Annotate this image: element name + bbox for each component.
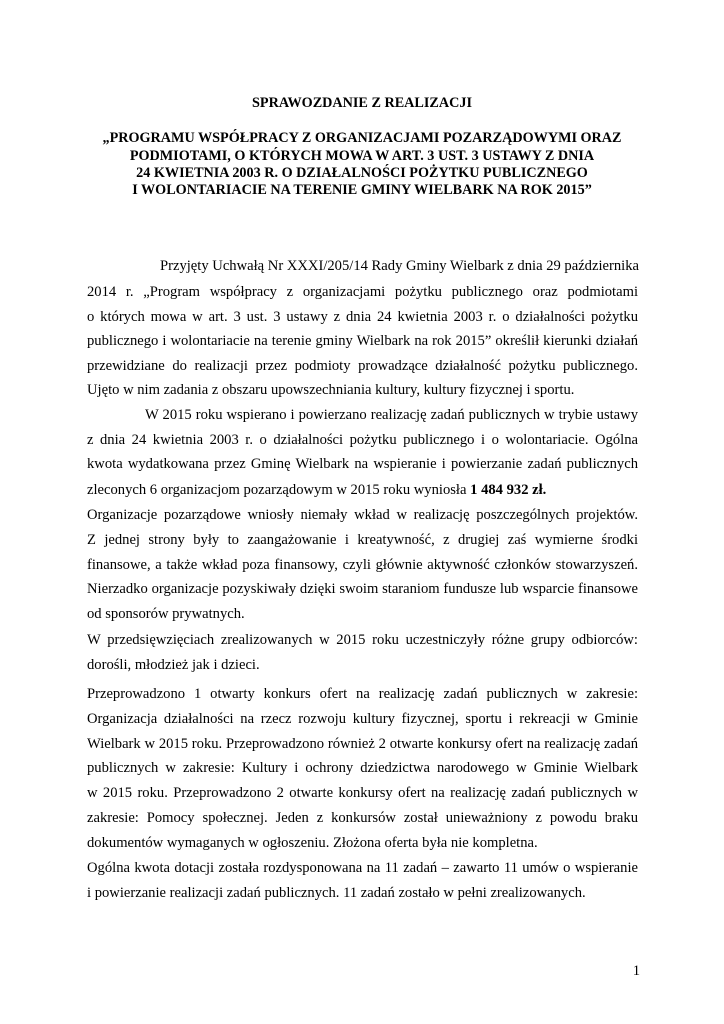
paragraph-line: przewidziane do realizacji przez podmioty prowadzące działalność pożytku publicznego. [87,358,638,374]
paragraph-line: finansowe, a także wkład poza finansowy, czyli głównie aktywność członków stowarzyszeń. [87,557,638,573]
paragraph-line: publicznego i wolontariacie na terenie gminy Wielbark na rok 2015” określił kierunki działań [87,333,638,349]
paragraph-line: Przeprowadzono 1 otwarty konkurs ofert na realizację zadań publicznych w zakresie: [87,686,638,702]
paragraph-line: z dnia 24 kwietnia 2003 r. o działalności pożytku publicznego i o wolontariacie. Ogólna [87,432,638,448]
title-line: I WOLONTARIACIE NA TERENIE GMINY WIELBARK NA ROK 2015” [132,182,592,198]
paragraph-line: kwota wydatkowana przez Gminę Wielbark na wspieranie i powierzanie zadań publicznych [87,456,638,472]
page-number: 1 [632,963,640,979]
paragraph-line: o których mowa w art. 3 ust. 3 ustawy z dnia 24 kwietnia 2003 r. o działalności pożytku [87,309,638,325]
paragraph-line: Przyjęty Uchwałą Nr XXXI/205/14 Rady Gminy Wielbark z dnia 29 października [160,258,639,274]
title-line: PODMIOTAMI, O KTÓRYCH MOWA W ART. 3 UST. 3 USTAWY Z DNIA [129,148,595,164]
paragraph-line: Ogólna kwota dotacji została rozdysponowana na 11 zadań – zawarto 11 umów o wspieranie [87,860,638,876]
paragraph-line: Organizacje pozarządowe wniosły niemały wkład w realizację poszczególnych projektów. [87,507,638,523]
paragraph-line: w 2015 roku. Przeprowadzono 2 otwarte konkursy ofert na realizację zadań publicznych w [87,785,638,801]
paragraph-line: i powierzanie realizacji zadań publicznych. 11 zadań zostało w pełni zrealizowanych. [87,885,586,901]
paragraph-line: Wielbark w 2015 roku. Przeprowadzono również 2 otwarte konkursy ofert na realizację zadań [87,736,638,752]
paragraph-line: 2014 r. „Program współpracy z organizacjami pożytku publicznego oraz podmiotami [87,284,638,300]
title-line: „PROGRAMU WSPÓŁPRACY Z ORGANIZACJAMI POZARZĄDOWYMI ORAZ [102,130,622,146]
paragraph-line: Ujęto w nim zadania z obszaru upowszechniania kultury, kultury fizycznej i sportu. [87,382,575,398]
paragraph-line: Nierzadko organizacje pozyskiwały dzięki swoim staraniom fundusze lub wsparcie finansowe [87,581,638,597]
paragraph-line [87,481,638,499]
paragraph-line: dorośli, młodzież jak i dzieci. [87,657,260,673]
total-amount: 1 484 932 zł. [470,482,547,498]
paragraph-line: zakresie: Pomocy społecznej. Jeden z konkursów został unieważniony z powodu braku [87,810,638,826]
paragraph-line: Organizacja działalności na rzecz rozwoju kultury fizycznej, sportu i rekreacji w Gminie [87,711,638,727]
paragraph-line: W 2015 roku wspierano i powierzano realizację zadań publicznych w trybie ustawy [145,407,638,423]
paragraph-line: od sponsorów prywatnych. [87,606,245,622]
paragraph-line: dokumentów wymaganych w ogłoszeniu. Złożona oferta była nie kompletna. [87,835,538,851]
paragraph-text: zleconych 6 organizacjom pozarządowym w 2015 roku wyniosła [87,482,467,498]
paragraph-line: Z jednej strony były to zaangażowanie i kreatywność, z drugiej zaś wymierne środki [87,532,638,548]
paragraph-line: W przedsięwzięciach zrealizowanych w 2015 roku uczestniczyły różne grupy odbiorców: [87,632,638,648]
paragraph-line: publicznych w zakresie: Kultury i ochrony dziedzictwa narodowego w Gminie Wielbark [87,760,638,776]
report-heading: SPRAWOZDANIE Z REALIZACJI [252,95,472,111]
title-line: 24 KWIETNIA 2003 R. O DZIAŁALNOŚCI POŻYTKU PUBLICZNEGO [136,165,588,181]
